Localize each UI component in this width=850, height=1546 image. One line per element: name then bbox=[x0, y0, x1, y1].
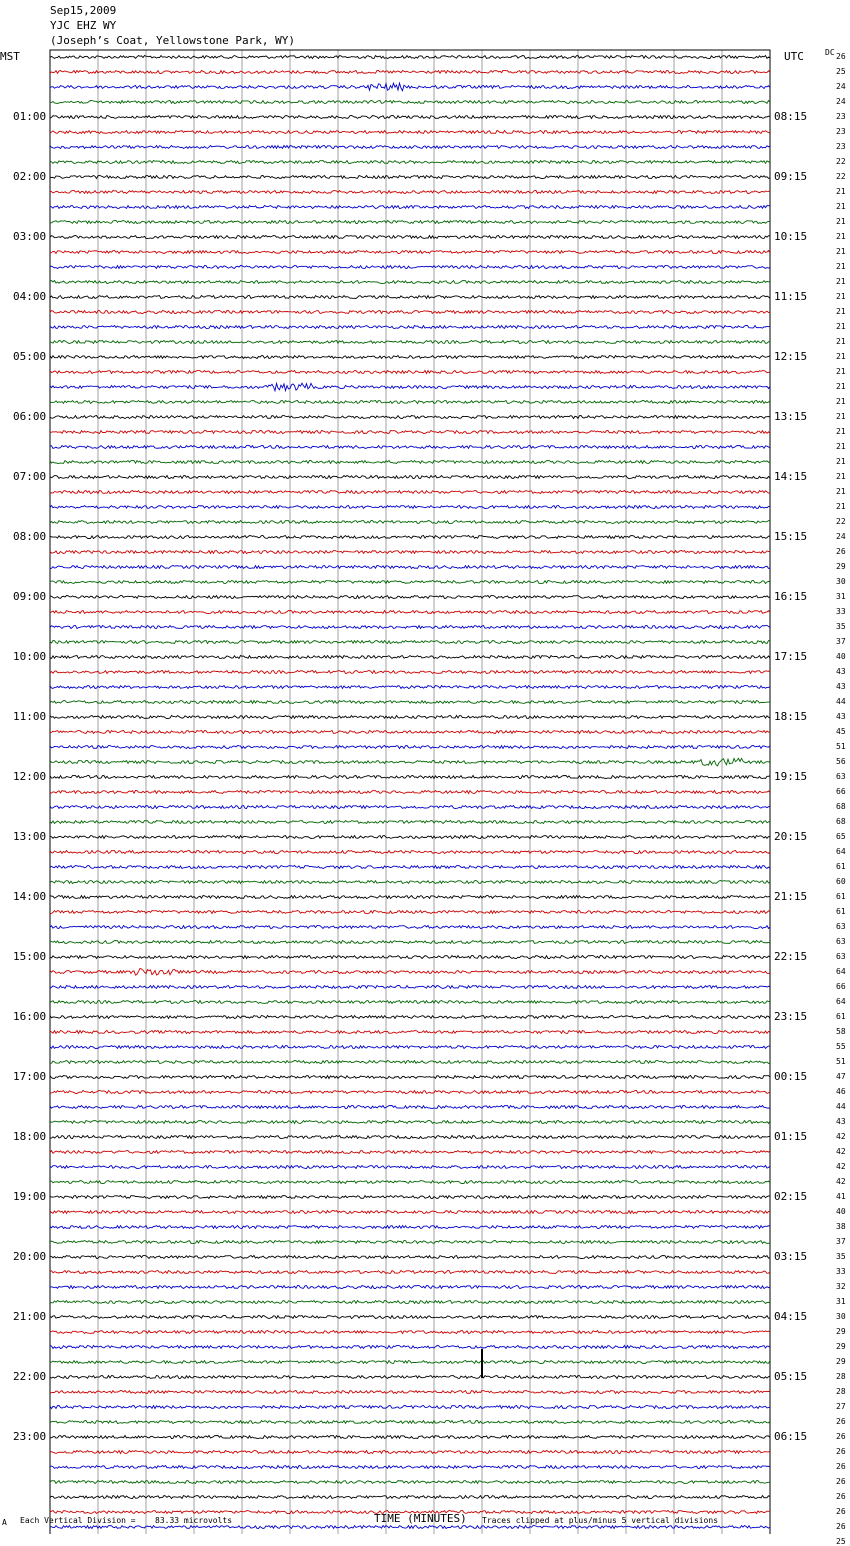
trace-row bbox=[50, 1481, 770, 1484]
trace-row bbox=[50, 581, 770, 584]
dc-offset-label: 38 bbox=[836, 1222, 846, 1231]
trace-row bbox=[50, 986, 770, 989]
dc-offset-label: 32 bbox=[836, 1282, 846, 1291]
trace-row bbox=[50, 281, 770, 284]
trace-row bbox=[50, 311, 770, 314]
dc-offset-label: 26 bbox=[836, 1507, 846, 1516]
dc-offset-label: 21 bbox=[836, 337, 846, 346]
dc-offset-label: 31 bbox=[836, 592, 846, 601]
dc-offset-label: 63 bbox=[836, 952, 846, 961]
dc-offset-label: 22 bbox=[836, 172, 846, 181]
dc-offset-label: 61 bbox=[836, 1012, 846, 1021]
dc-offset-label: 29 bbox=[836, 1357, 846, 1366]
scale-value: 83.33 microvolts bbox=[155, 1516, 233, 1525]
dc-offset-label: 21 bbox=[836, 307, 846, 316]
mst-hour-label: 21:00 bbox=[13, 1310, 47, 1323]
trace-row bbox=[50, 296, 770, 299]
dc-offset-label: 66 bbox=[836, 787, 846, 796]
dc-offset-label: 41 bbox=[836, 1192, 846, 1201]
mst-hour-label: 03:00 bbox=[13, 230, 47, 243]
trace-row bbox=[50, 656, 770, 659]
dc-offset-label: 33 bbox=[836, 607, 846, 616]
dc-offset-label: 43 bbox=[836, 1117, 846, 1126]
dc-offset-label: 37 bbox=[836, 637, 846, 646]
trace-row bbox=[50, 1361, 770, 1364]
trace-row bbox=[50, 1271, 770, 1274]
dc-offset-label: 37 bbox=[836, 1237, 846, 1246]
trace-row bbox=[50, 1331, 770, 1334]
trace-row bbox=[50, 941, 770, 944]
trace-row bbox=[50, 716, 770, 719]
trace-row bbox=[50, 116, 770, 119]
trace-row bbox=[50, 536, 770, 539]
utc-hour-label: 10:15 bbox=[774, 230, 808, 243]
utc-hour-label: 20:15 bbox=[774, 830, 808, 843]
dc-offset-label: 42 bbox=[836, 1177, 846, 1186]
dc-offset-label: 21 bbox=[836, 202, 846, 211]
dc-offset-label: 26 bbox=[836, 1447, 846, 1456]
trace-row bbox=[50, 1196, 770, 1199]
dc-offset-label: 21 bbox=[836, 472, 846, 481]
clip-note: Traces clipped at plus/minus 5 vertical divisions bbox=[482, 1516, 719, 1525]
dc-offset-label: 61 bbox=[836, 862, 846, 871]
trace-row bbox=[50, 1391, 770, 1394]
trace-row bbox=[50, 686, 770, 689]
trace-row bbox=[50, 341, 770, 344]
dc-offset-label: 26 bbox=[836, 1522, 846, 1531]
dc-axis-title: DC bbox=[825, 48, 835, 57]
trace-row bbox=[50, 1181, 770, 1184]
dc-offset-label: 21 bbox=[836, 187, 846, 196]
dc-offset-label: 61 bbox=[836, 907, 846, 916]
mst-hour-label: 06:00 bbox=[13, 410, 47, 423]
dc-offset-label: 43 bbox=[836, 712, 846, 721]
utc-hour-label: 06:15 bbox=[774, 1430, 808, 1443]
station-location: (Joseph’s Coat, Yellowstone Park, WY) bbox=[50, 34, 296, 47]
mst-hour-label: 18:00 bbox=[13, 1130, 47, 1143]
dc-offset-label: 29 bbox=[836, 1342, 846, 1351]
trace-row bbox=[50, 896, 770, 899]
utc-hour-label: 21:15 bbox=[774, 890, 808, 903]
trace-row bbox=[50, 506, 770, 509]
dc-offset-label: 55 bbox=[836, 1042, 846, 1051]
dc-offset-label: 24 bbox=[836, 82, 846, 91]
trace-row bbox=[50, 1136, 770, 1139]
dc-offset-label: 45 bbox=[836, 727, 846, 736]
dc-offset-label: 42 bbox=[836, 1162, 846, 1171]
trace-row bbox=[50, 1091, 770, 1094]
trace-row bbox=[50, 1421, 770, 1424]
trace-row bbox=[50, 71, 770, 74]
utc-hour-label: 22:15 bbox=[774, 950, 808, 963]
trace-row bbox=[50, 221, 770, 224]
dc-offset-label: 21 bbox=[836, 352, 846, 361]
trace-row bbox=[50, 806, 770, 809]
utc-hour-label: 00:15 bbox=[774, 1070, 808, 1083]
dc-offset-label: 25 bbox=[836, 67, 846, 76]
utc-hour-label: 17:15 bbox=[774, 650, 808, 663]
trace-row bbox=[50, 776, 770, 779]
utc-hour-label: 18:15 bbox=[774, 710, 808, 723]
trace-row bbox=[50, 641, 770, 644]
trace-row bbox=[50, 596, 770, 599]
mst-hour-label: 20:00 bbox=[13, 1250, 47, 1263]
trace-row bbox=[50, 191, 770, 194]
trace-row bbox=[50, 83, 770, 91]
dc-offset-label: 26 bbox=[836, 1432, 846, 1441]
trace-row bbox=[50, 1001, 770, 1004]
station-code: YJC EHZ WY bbox=[50, 19, 117, 32]
trace-row bbox=[50, 566, 770, 569]
dc-offset-label: 51 bbox=[836, 742, 846, 751]
dc-offset-label: 21 bbox=[836, 427, 846, 436]
dc-offset-label: 21 bbox=[836, 487, 846, 496]
mst-hour-label: 19:00 bbox=[13, 1190, 47, 1203]
mst-axis-title: MST bbox=[0, 50, 20, 63]
dc-offset-label: 40 bbox=[836, 1207, 846, 1216]
trace-row bbox=[50, 1451, 770, 1454]
trace-row bbox=[50, 836, 770, 839]
trace-row bbox=[50, 1346, 770, 1349]
trace-row bbox=[50, 701, 770, 704]
dc-offset-label: 21 bbox=[836, 247, 846, 256]
trace-row bbox=[50, 416, 770, 419]
dc-offset-label: 23 bbox=[836, 127, 846, 136]
dc-offset-label: 21 bbox=[836, 232, 846, 241]
mst-hour-label: 17:00 bbox=[13, 1070, 47, 1083]
dc-offset-label: 35 bbox=[836, 1252, 846, 1261]
trace-row bbox=[50, 731, 770, 734]
dc-offset-label: 21 bbox=[836, 412, 846, 421]
trace-row bbox=[50, 791, 770, 794]
dc-offset-label: 29 bbox=[836, 1327, 846, 1336]
dc-offset-label: 63 bbox=[836, 937, 846, 946]
mst-hour-label: 16:00 bbox=[13, 1010, 47, 1023]
trace-row bbox=[50, 1436, 770, 1439]
corner-mark: A bbox=[2, 1518, 7, 1527]
dc-offset-label: 21 bbox=[836, 382, 846, 391]
dc-offset-label: 63 bbox=[836, 772, 846, 781]
dc-offset-label: 60 bbox=[836, 877, 846, 886]
utc-hour-label: 15:15 bbox=[774, 530, 808, 543]
trace-row bbox=[50, 881, 770, 884]
dc-offset-label: 21 bbox=[836, 367, 846, 376]
dc-offset-label: 40 bbox=[836, 652, 846, 661]
trace-row bbox=[50, 626, 770, 629]
trace-row bbox=[50, 1466, 770, 1469]
trace-row bbox=[50, 1526, 770, 1529]
dc-offset-label: 27 bbox=[836, 1402, 846, 1411]
plot-date: Sep15,2009 bbox=[50, 4, 117, 17]
trace-row bbox=[50, 1256, 770, 1259]
utc-hour-label: 08:15 bbox=[774, 110, 808, 123]
trace-row bbox=[50, 146, 770, 149]
trace-row bbox=[50, 956, 770, 959]
utc-hour-label: 13:15 bbox=[774, 410, 808, 423]
trace-row bbox=[50, 1151, 770, 1154]
dc-offset-label: 64 bbox=[836, 847, 846, 856]
trace-row bbox=[50, 1286, 770, 1289]
utc-hour-label: 19:15 bbox=[774, 770, 808, 783]
trace-row bbox=[50, 176, 770, 179]
trace-row bbox=[50, 371, 770, 374]
dc-offset-label: 21 bbox=[836, 322, 846, 331]
trace-row bbox=[50, 671, 770, 674]
x-axis-title: TIME (MINUTES) bbox=[374, 1512, 467, 1525]
mst-hour-label: 09:00 bbox=[13, 590, 47, 603]
dc-offset-label: 21 bbox=[836, 442, 846, 451]
trace-row bbox=[50, 866, 770, 869]
trace-row bbox=[50, 236, 770, 239]
dc-offset-label: 68 bbox=[836, 802, 846, 811]
trace-row bbox=[50, 1211, 770, 1214]
dc-offset-label: 68 bbox=[836, 817, 846, 826]
trace-row bbox=[50, 131, 770, 134]
utc-hour-label: 02:15 bbox=[774, 1190, 808, 1203]
dc-offset-label: 43 bbox=[836, 682, 846, 691]
trace-row bbox=[50, 551, 770, 554]
trace-row bbox=[50, 1301, 770, 1304]
trace-row bbox=[50, 251, 770, 254]
trace-row bbox=[50, 461, 770, 464]
trace-row bbox=[50, 1046, 770, 1049]
dc-offset-label: 64 bbox=[836, 997, 846, 1006]
mst-hour-label: 23:00 bbox=[13, 1430, 47, 1443]
trace-row bbox=[50, 1061, 770, 1064]
dc-offset-label: 24 bbox=[836, 532, 846, 541]
utc-hour-label: 05:15 bbox=[774, 1370, 808, 1383]
dc-offset-label: 43 bbox=[836, 667, 846, 676]
utc-hour-label: 14:15 bbox=[774, 470, 808, 483]
dc-offset-label: 64 bbox=[836, 967, 846, 976]
dc-offset-label: 29 bbox=[836, 562, 846, 571]
dc-offset-label: 21 bbox=[836, 277, 846, 286]
dc-offset-label: 26 bbox=[836, 1417, 846, 1426]
dc-offset-label: 58 bbox=[836, 1027, 846, 1036]
dc-offset-label: 23 bbox=[836, 112, 846, 121]
dc-offset-label: 42 bbox=[836, 1147, 846, 1156]
trace-row bbox=[50, 851, 770, 854]
dc-offset-label: 22 bbox=[836, 517, 846, 526]
utc-hour-label: 11:15 bbox=[774, 290, 808, 303]
trace-row bbox=[50, 1166, 770, 1169]
trace-row bbox=[50, 476, 770, 479]
mst-hour-label: 14:00 bbox=[13, 890, 47, 903]
utc-hour-label: 09:15 bbox=[774, 170, 808, 183]
trace-row bbox=[50, 911, 770, 914]
dc-offset-label: 26 bbox=[836, 1477, 846, 1486]
dc-offset-label: 51 bbox=[836, 1057, 846, 1066]
dc-offset-label: 30 bbox=[836, 1312, 846, 1321]
utc-hour-label: 04:15 bbox=[774, 1310, 808, 1323]
dc-offset-label: 30 bbox=[836, 577, 846, 586]
trace-row bbox=[50, 1076, 770, 1079]
dc-offset-label: 22 bbox=[836, 157, 846, 166]
mst-hour-label: 02:00 bbox=[13, 170, 47, 183]
mst-hour-label: 11:00 bbox=[13, 710, 47, 723]
mst-hour-label: 10:00 bbox=[13, 650, 47, 663]
dc-offset-label: 21 bbox=[836, 217, 846, 226]
trace-row bbox=[50, 821, 770, 824]
seismic-traces bbox=[50, 56, 770, 1534]
dc-offset-label: 26 bbox=[836, 1462, 846, 1471]
trace-row bbox=[50, 1226, 770, 1229]
trace-row bbox=[50, 356, 770, 359]
mst-hour-label: 05:00 bbox=[13, 350, 47, 363]
dc-offset-label: 23 bbox=[836, 142, 846, 151]
dc-offset-label: 42 bbox=[836, 1132, 846, 1141]
mst-hour-label: 01:00 bbox=[13, 110, 47, 123]
trace-row bbox=[50, 206, 770, 209]
utc-hour-label: 01:15 bbox=[774, 1130, 808, 1143]
dc-offset-label: 66 bbox=[836, 982, 846, 991]
trace-row bbox=[50, 1496, 770, 1499]
dc-offset-label: 21 bbox=[836, 502, 846, 511]
trace-row bbox=[50, 1031, 770, 1034]
dc-offset-label: 33 bbox=[836, 1267, 846, 1276]
dc-offset-label: 21 bbox=[836, 457, 846, 466]
trace-row bbox=[50, 161, 770, 164]
trace-row bbox=[50, 56, 770, 59]
trace-row bbox=[50, 521, 770, 524]
trace-row bbox=[50, 1376, 770, 1379]
trace-row bbox=[50, 1106, 770, 1109]
scale-prefix: Each Vertical Division = bbox=[20, 1516, 136, 1525]
utc-hour-label: 16:15 bbox=[774, 590, 808, 603]
dc-offset-label: 44 bbox=[836, 1102, 846, 1111]
utc-axis-title: UTC bbox=[784, 50, 804, 63]
trace-row bbox=[50, 758, 770, 766]
trace-row bbox=[50, 101, 770, 104]
trace-row bbox=[50, 401, 770, 404]
utc-hour-label: 12:15 bbox=[774, 350, 808, 363]
trace-row bbox=[50, 1016, 770, 1019]
trace-row bbox=[50, 1241, 770, 1244]
mst-hour-label: 22:00 bbox=[13, 1370, 47, 1383]
dc-offset-label: 28 bbox=[836, 1387, 846, 1396]
trace-row bbox=[50, 491, 770, 494]
dc-offset-label: 21 bbox=[836, 292, 846, 301]
dc-offset-label: 26 bbox=[836, 547, 846, 556]
trace-row bbox=[50, 446, 770, 449]
dc-offset-label: 21 bbox=[836, 397, 846, 406]
dc-offset-label: 24 bbox=[836, 97, 846, 106]
dc-offset-label: 25 bbox=[836, 1537, 846, 1546]
dc-offset-label: 44 bbox=[836, 697, 846, 706]
utc-hour-label: 03:15 bbox=[774, 1250, 808, 1263]
mst-hour-label: 15:00 bbox=[13, 950, 47, 963]
dc-offset-label: 26 bbox=[836, 52, 846, 61]
dc-offset-label: 46 bbox=[836, 1087, 846, 1096]
trace-row bbox=[50, 968, 770, 975]
trace-row bbox=[50, 1316, 770, 1319]
dc-offset-label: 63 bbox=[836, 922, 846, 931]
mst-hour-label: 12:00 bbox=[13, 770, 47, 783]
dc-offset-label: 26 bbox=[836, 1492, 846, 1501]
dc-offset-label: 61 bbox=[836, 892, 846, 901]
dc-offset-label: 56 bbox=[836, 757, 846, 766]
trace-row bbox=[50, 266, 770, 269]
dc-offset-label: 21 bbox=[836, 262, 846, 271]
trace-row bbox=[50, 431, 770, 434]
trace-row bbox=[50, 1121, 770, 1124]
mst-hour-label: 08:00 bbox=[13, 530, 47, 543]
mst-hour-label: 04:00 bbox=[13, 290, 47, 303]
mst-hour-label: 07:00 bbox=[13, 470, 47, 483]
dc-offset-label: 35 bbox=[836, 622, 846, 631]
trace-row bbox=[50, 326, 770, 329]
trace-row bbox=[50, 611, 770, 614]
trace-row bbox=[50, 383, 770, 391]
trace-row bbox=[50, 1406, 770, 1409]
dc-offset-label: 47 bbox=[836, 1072, 846, 1081]
trace-row bbox=[50, 746, 770, 749]
dc-offset-label: 28 bbox=[836, 1372, 846, 1381]
dc-offset-label: 65 bbox=[836, 832, 846, 841]
dc-offset-label: 31 bbox=[836, 1297, 846, 1306]
utc-hour-label: 23:15 bbox=[774, 1010, 808, 1023]
trace-row bbox=[50, 926, 770, 929]
mst-hour-label: 13:00 bbox=[13, 830, 47, 843]
